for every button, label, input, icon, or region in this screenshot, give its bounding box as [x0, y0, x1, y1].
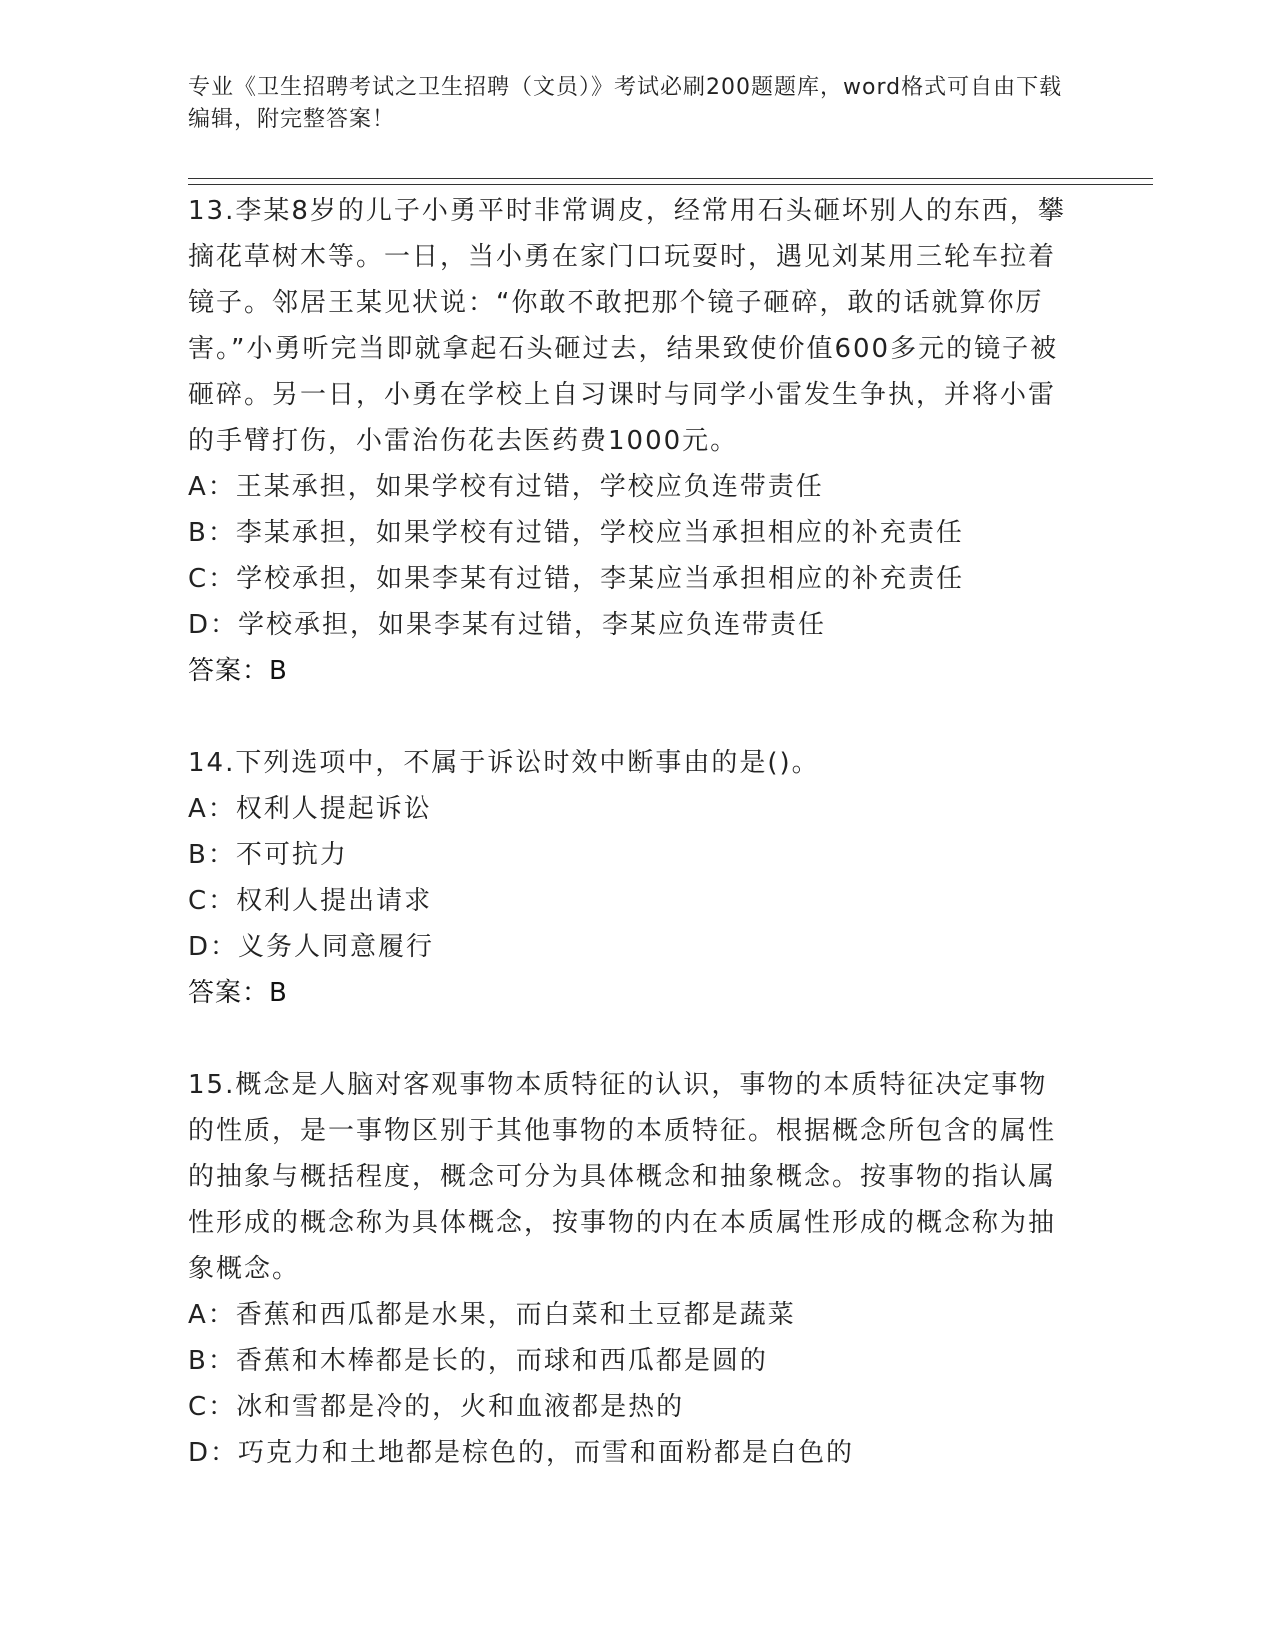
answer-line: 答案：B — [188, 656, 288, 686]
header-divider-bottom — [188, 184, 1153, 185]
option-b: B：香蕉和木棒都是长的，而球和西瓜都是圆的 — [188, 1346, 768, 1376]
option-c: C：学校承担，如果李某有过错，李某应当承担相应的补充责任 — [188, 564, 965, 594]
question-14 — [188, 740, 1068, 1016]
answer-line: 答案：B — [188, 978, 288, 1008]
option-d: D：义务人同意履行 — [188, 932, 435, 962]
option-a: A：香蕉和西瓜都是水果，而白菜和土豆都是蔬菜 — [188, 1300, 796, 1330]
option-d: D：巧克力和土地都是棕色的，而雪和面粉都是白色的 — [188, 1438, 855, 1468]
option-d: D：学校承担，如果李某有过错，李某应负连带责任 — [188, 610, 827, 640]
question-list — [188, 188, 1068, 1522]
option-c: C：权利人提出请求 — [188, 886, 433, 916]
question-stem: 13.李某8岁的儿子小勇平时非常调皮，经常用石头砸坏别人的东西，攀摘花草树木等。一日，当小勇在家门口玩耍时，遇见刘某用三轮车拉着镜子。邻居王某见状说：“你敢不敢把那个镜子砸碎，敢的话就算你厉害。”小勇听完当即就拿起石头砸过去，结果致使价值600多元的镜子被砸碎。另一日，小勇在学校上自习课时与同学小雷发生争执，并将小雷的手臂打伤，小雷治伤花去医药费1000元。 — [188, 196, 1066, 456]
option-a: A：权利人提起诉讼 — [188, 794, 432, 824]
option-c: C：冰和雪都是冷的，火和血液都是热的 — [188, 1392, 685, 1422]
question-stem: 14.下列选项中，不属于诉讼时效中断事由的是()。 — [188, 748, 820, 778]
question-15 — [188, 1062, 1068, 1476]
option-b: B：李某承担，如果学校有过错，学校应当承担相应的补充责任 — [188, 518, 964, 548]
question-stem: 15.概念是人脑对客观事物本质特征的认识，事物的本质特征决定事物的性质，是一事物区别于其他事物的本质特征。根据概念所包含的属性的抽象与概括程度，概念可分为具体概念和抽象概念。按事物的指认属性形成的概念称为具体概念，按事物的内在本质属性形成的概念称为抽象概念。 — [188, 1070, 1057, 1284]
question-13 — [188, 188, 1068, 694]
option-a: A：王某承担，如果学校有过错，学校应负连带责任 — [188, 472, 824, 502]
header-divider-top — [188, 178, 1153, 179]
document-header: 专业《卫生招聘考试之卫生招聘（文员）》考试必刷200题题库，word格式可自由下载编辑，附完整答案！ — [188, 75, 1063, 132]
option-b: B：不可抗力 — [188, 840, 348, 870]
